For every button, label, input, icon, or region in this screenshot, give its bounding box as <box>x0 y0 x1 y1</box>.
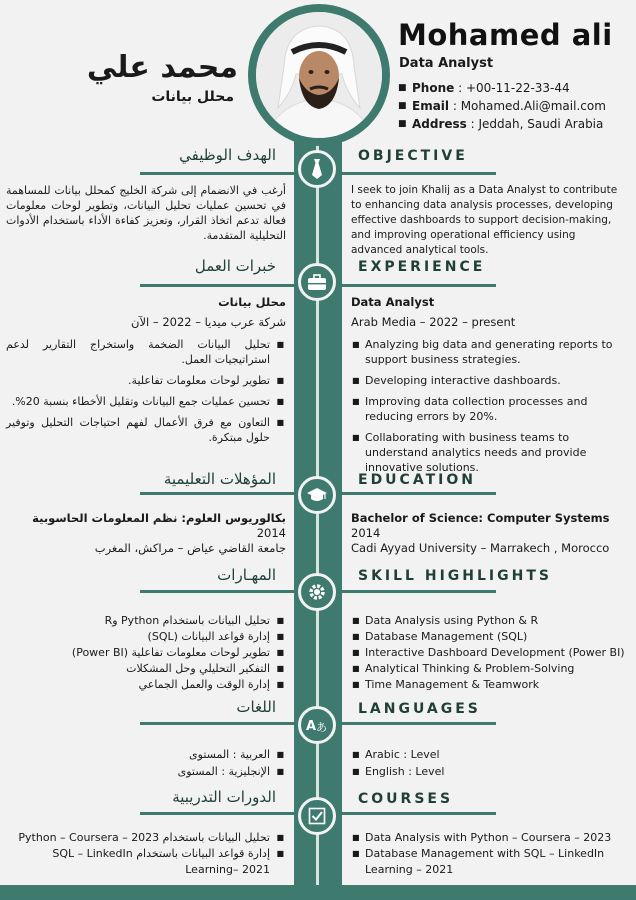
experience-en <box>351 295 626 475</box>
education-en <box>351 511 626 556</box>
skill-item-ar: ■ إدارة الوقت والعمل الجماعي <box>6 677 286 693</box>
courses-heading-en: COURSES <box>358 791 454 807</box>
skill-item-ar: ■ إدارة قواعد البيانات (SQL) <box>6 629 286 645</box>
education-school-ar: جامعة القاضي عياض – مراكش، المغرب <box>94 541 286 555</box>
languages-rule-left <box>140 722 294 725</box>
skills-list-ar <box>6 613 286 693</box>
experience-bullet-ar: ■ تطوير لوحات معلومات تفاعلية. <box>6 373 286 388</box>
experience-bullet-en: ■ Collaborating with business teams to understand analytics needs and provide innovative solutions. <box>351 430 626 475</box>
objective-heading-en: OBJECTIVE <box>358 148 468 164</box>
translate-icon <box>298 706 336 744</box>
objective-text-ar: أرغب في الانضمام إلى شركة الخليج كمحلل بيانات للمساهمة في تحسين عمليات تحليل البيانات، وتطوير لوحات معلومات فعالة تدعم اتخاذ القرار، وتعزيز كفاءة الأداء باستخدام الأدوات التحليلية المتقدمة. <box>6 184 286 242</box>
experience-bullet-ar: ■ تحليل البيانات الضخمة واستخراج التقارير لدعم استراتيجيات العمل. <box>6 337 286 367</box>
skill-item-en: ■ Analytical Thinking & Problem-Solving <box>351 661 626 677</box>
language-item-en: ■ English : Level <box>351 763 626 780</box>
contact-email: ■ Email : Mohamed.Ali@mail.com <box>398 97 606 115</box>
skills-list-en <box>351 613 626 693</box>
contact-list <box>398 79 606 133</box>
svg-text:A: A <box>306 719 317 734</box>
skills-rule-left <box>140 590 294 593</box>
experience-heading-en: EXPERIENCE <box>358 259 486 275</box>
objective-text-en: I seek to join Khalij as a Data Analyst to contribute to enhancing data analysis processes, developing effective dashboards to support decision-making, and improving operational efficiency using advanced analytical tools. <box>351 184 618 256</box>
svg-text:あ: あ <box>316 721 327 734</box>
experience-bullet-ar: ■ التعاون مع فرق الأعمال لفهم احتياجات التحليل وتوفير حلول مبتكرة. <box>6 415 286 445</box>
skill-item-ar: ■ التفكير التحليلي وحل المشكلات <box>6 661 286 677</box>
job-title-english: Data Analyst <box>399 56 494 71</box>
languages-list-en <box>351 746 626 780</box>
courses-rule-right <box>342 812 496 815</box>
experience-bullet-en: ■ Developing interactive dashboards. <box>351 373 626 388</box>
education-heading-ar: المؤهلات التعليمية <box>163 470 276 488</box>
education-school-en: Cadi Ayyad University – Marrakech , Morocco <box>351 541 610 555</box>
name-english: Mohamed ali <box>398 18 613 52</box>
skill-item-en: ■ Database Management (SQL) <box>351 629 626 645</box>
objective-rule-left <box>140 172 294 175</box>
contact-address: ■ Address : Jeddah, Saudi Arabia <box>398 115 606 133</box>
name-arabic: محمد علي <box>86 50 238 85</box>
education-rule-left <box>140 492 294 495</box>
experience-rule-right <box>342 284 496 287</box>
course-item-ar: ■ إدارة قواعد البيانات باستخدام SQL – LinkedIn Learning– 2021 <box>6 846 286 878</box>
education-heading-en: EDUCATION <box>358 472 476 488</box>
experience-company-en: Arab Media – 2022 – present <box>351 315 516 329</box>
profile-photo <box>256 12 382 138</box>
tie-icon <box>298 150 336 188</box>
experience-rule-left <box>140 284 294 287</box>
courses-rule-left <box>140 812 294 815</box>
skill-item-en: ■ Data Analysis using Python & R <box>351 613 626 629</box>
language-item-ar: ■ الإنجليزية : المستوى <box>6 763 286 780</box>
languages-rule-right <box>342 722 496 725</box>
skills-heading-en: SKILL HIGHLIGHTS <box>358 568 552 584</box>
skills-rule-right <box>342 590 496 593</box>
briefcase-icon <box>298 263 336 301</box>
languages-heading-en: LANGUAGES <box>358 701 481 717</box>
courses-list-ar <box>6 830 286 878</box>
courses-heading-ar: الدورات التدريبية <box>172 788 276 806</box>
education-rule-right <box>342 492 496 495</box>
education-degree-en: Bachelor of Science: Computer Systems <box>351 511 610 525</box>
skill-item-ar: ■ تحليل البيانات باستخدام Python وR <box>6 613 286 629</box>
course-item-en: ■ Database Management with SQL – LinkedIn Learning – 2021 <box>351 846 626 878</box>
gear-icon <box>298 573 336 611</box>
education-degree-ar: بكالوريوس العلوم: نظم المعلومات الحاسوبية <box>32 511 286 525</box>
experience-ar <box>6 295 286 445</box>
skills-heading-ar: المهـارات <box>217 566 276 584</box>
education-year-en: 2014 <box>351 526 381 540</box>
language-item-ar: ■ العربية : المستوى <box>6 746 286 763</box>
skill-item-en: ■ Interactive Dashboard Development (Power BI) <box>351 645 626 661</box>
skill-item-ar: ■ تطوير لوحات معلومات تفاعلية (Power BI) <box>6 645 286 661</box>
education-ar <box>6 511 286 556</box>
languages-list-ar <box>6 746 286 780</box>
languages-heading-ar: اللغات <box>236 698 276 716</box>
experience-heading-ar: خبرات العمل <box>194 257 276 275</box>
courses-list-en <box>351 830 626 878</box>
education-year-ar: 2014 <box>256 526 286 540</box>
course-item-en: ■ Data Analysis with Python – Coursera – 2023 <box>351 830 626 846</box>
checkbox-icon <box>298 797 336 835</box>
language-item-en: ■ Arabic : Level <box>351 746 626 763</box>
experience-company-ar: شركة عرب ميديا – 2022 – الآن <box>131 315 286 329</box>
experience-bullet-en: ■ Analyzing big data and generating reports to support business strategies. <box>351 337 626 367</box>
job-title-arabic: محلل بيانات <box>151 89 234 105</box>
experience-role-ar: محلل بيانات <box>218 295 286 309</box>
course-item-ar: ■ تحليل البيانات باستخدام Python – Coursera – 2023 <box>6 830 286 846</box>
objective-heading-ar: الهدف الوظيفي <box>179 146 276 164</box>
objective-rule-right <box>342 172 496 175</box>
experience-role-en: Data Analyst <box>351 295 435 309</box>
skill-item-en: ■ Time Management & Teamwork <box>351 677 626 693</box>
experience-bullet-en: ■ Improving data collection processes and reducing errors by 20%. <box>351 394 626 424</box>
contact-phone: ■ Phone : +00-11-22-33-44 <box>398 79 606 97</box>
graduation-cap-icon <box>298 476 336 514</box>
bottom-bar <box>0 885 636 900</box>
experience-bullet-ar: ■ تحسين عمليات جمع البيانات وتقليل الأخطاء بنسبة 20%. <box>6 394 286 409</box>
